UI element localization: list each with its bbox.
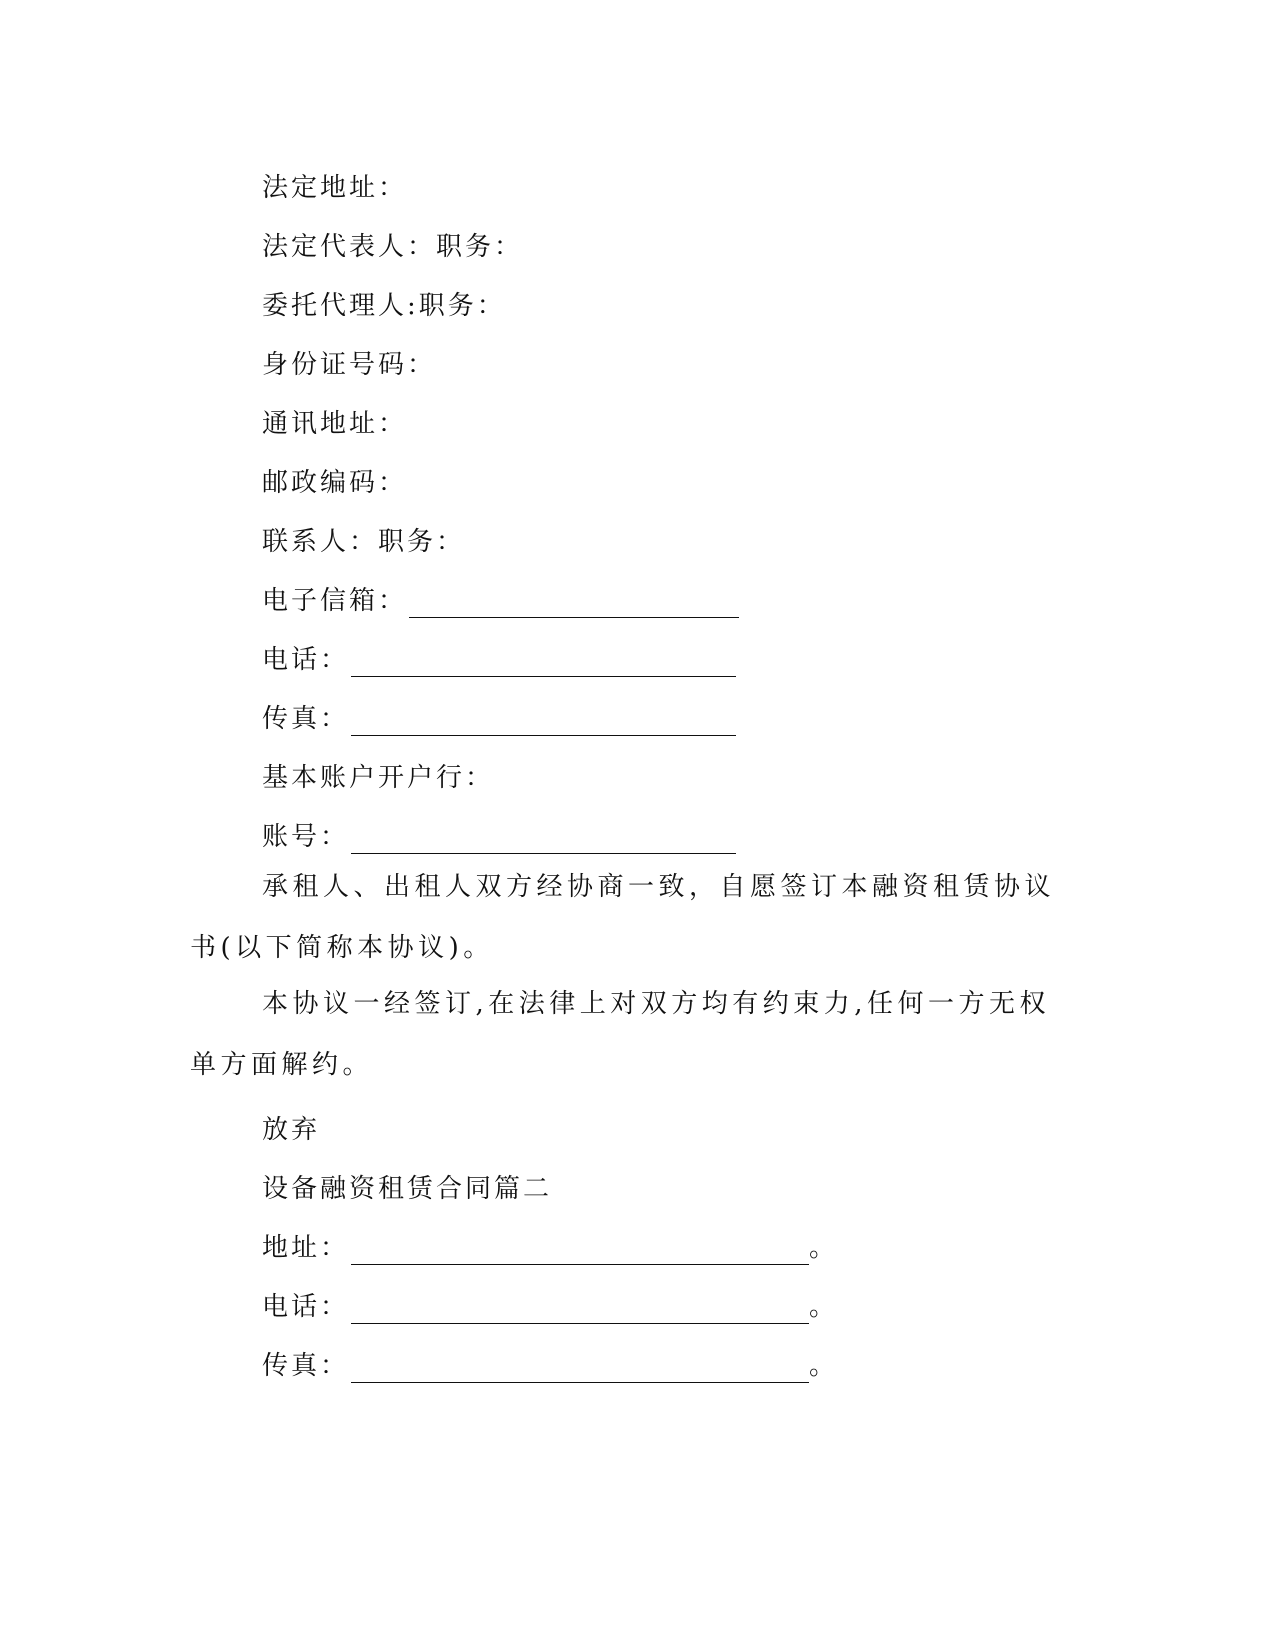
email-field bbox=[262, 584, 739, 618]
account-label: 账号： bbox=[262, 822, 350, 852]
section2-fax-field bbox=[262, 1349, 838, 1383]
id-number-label: 身份证号码： bbox=[262, 350, 437, 380]
account-field bbox=[262, 820, 736, 854]
binding-paragraph: 本协议一经签订,在法律上对双方均有约束力,任何一方无权单方面解约。 bbox=[190, 989, 1051, 1080]
section-title-text: 设备融资租赁合同篇二 bbox=[262, 1174, 553, 1204]
mail-address-field bbox=[262, 407, 407, 441]
contact-label: 联系人：职务： bbox=[262, 527, 466, 557]
fax-field bbox=[262, 702, 736, 736]
phone-field bbox=[262, 643, 736, 677]
waiver-line bbox=[262, 1113, 320, 1147]
postal-code-field bbox=[262, 466, 407, 500]
section2-address-field bbox=[262, 1231, 838, 1265]
phone-blank-line bbox=[351, 648, 736, 677]
legal-address-label: 法定地址： bbox=[262, 173, 408, 203]
email-blank-line bbox=[409, 589, 739, 618]
section2-phone-blank-line bbox=[351, 1295, 809, 1324]
email-label: 电子信箱： bbox=[262, 586, 408, 616]
contact-field bbox=[262, 525, 465, 559]
id-number-field bbox=[262, 348, 436, 382]
legal-address-field bbox=[262, 171, 407, 205]
section2-fax-label: 传真： bbox=[262, 1351, 350, 1381]
mail-address-label: 通讯地址： bbox=[262, 409, 408, 439]
bank-field bbox=[262, 761, 494, 795]
bank-label: 基本账户开户行： bbox=[262, 763, 495, 793]
agent-field bbox=[262, 289, 506, 323]
section-title bbox=[262, 1172, 552, 1206]
waiver-text: 放弃 bbox=[262, 1115, 321, 1145]
fax-blank-line bbox=[351, 707, 736, 736]
account-blank-line bbox=[351, 825, 736, 854]
section2-fax-blank-line bbox=[351, 1354, 809, 1383]
section2-fax-end: 。 bbox=[809, 1351, 839, 1381]
phone-label: 电话： bbox=[262, 645, 350, 675]
agreement-paragraph: 承租人、出租人双方经协商一致，自愿签订本融资租赁协议书(以下简称本协议)。 bbox=[190, 872, 1056, 963]
legal-rep-field bbox=[262, 230, 523, 264]
section2-phone-field bbox=[262, 1290, 838, 1324]
section2-address-blank-line bbox=[351, 1236, 809, 1265]
fax-label: 传真： bbox=[262, 704, 350, 734]
agent-label: 委托代理人:职务： bbox=[262, 291, 506, 321]
section2-phone-end: 。 bbox=[809, 1292, 839, 1322]
legal-rep-label: 法定代表人：职务： bbox=[262, 232, 524, 262]
section2-address-label: 地址： bbox=[262, 1233, 350, 1263]
postal-code-label: 邮政编码： bbox=[262, 468, 408, 498]
section2-address-end: 。 bbox=[809, 1233, 839, 1263]
section2-phone-label: 电话： bbox=[262, 1292, 350, 1322]
